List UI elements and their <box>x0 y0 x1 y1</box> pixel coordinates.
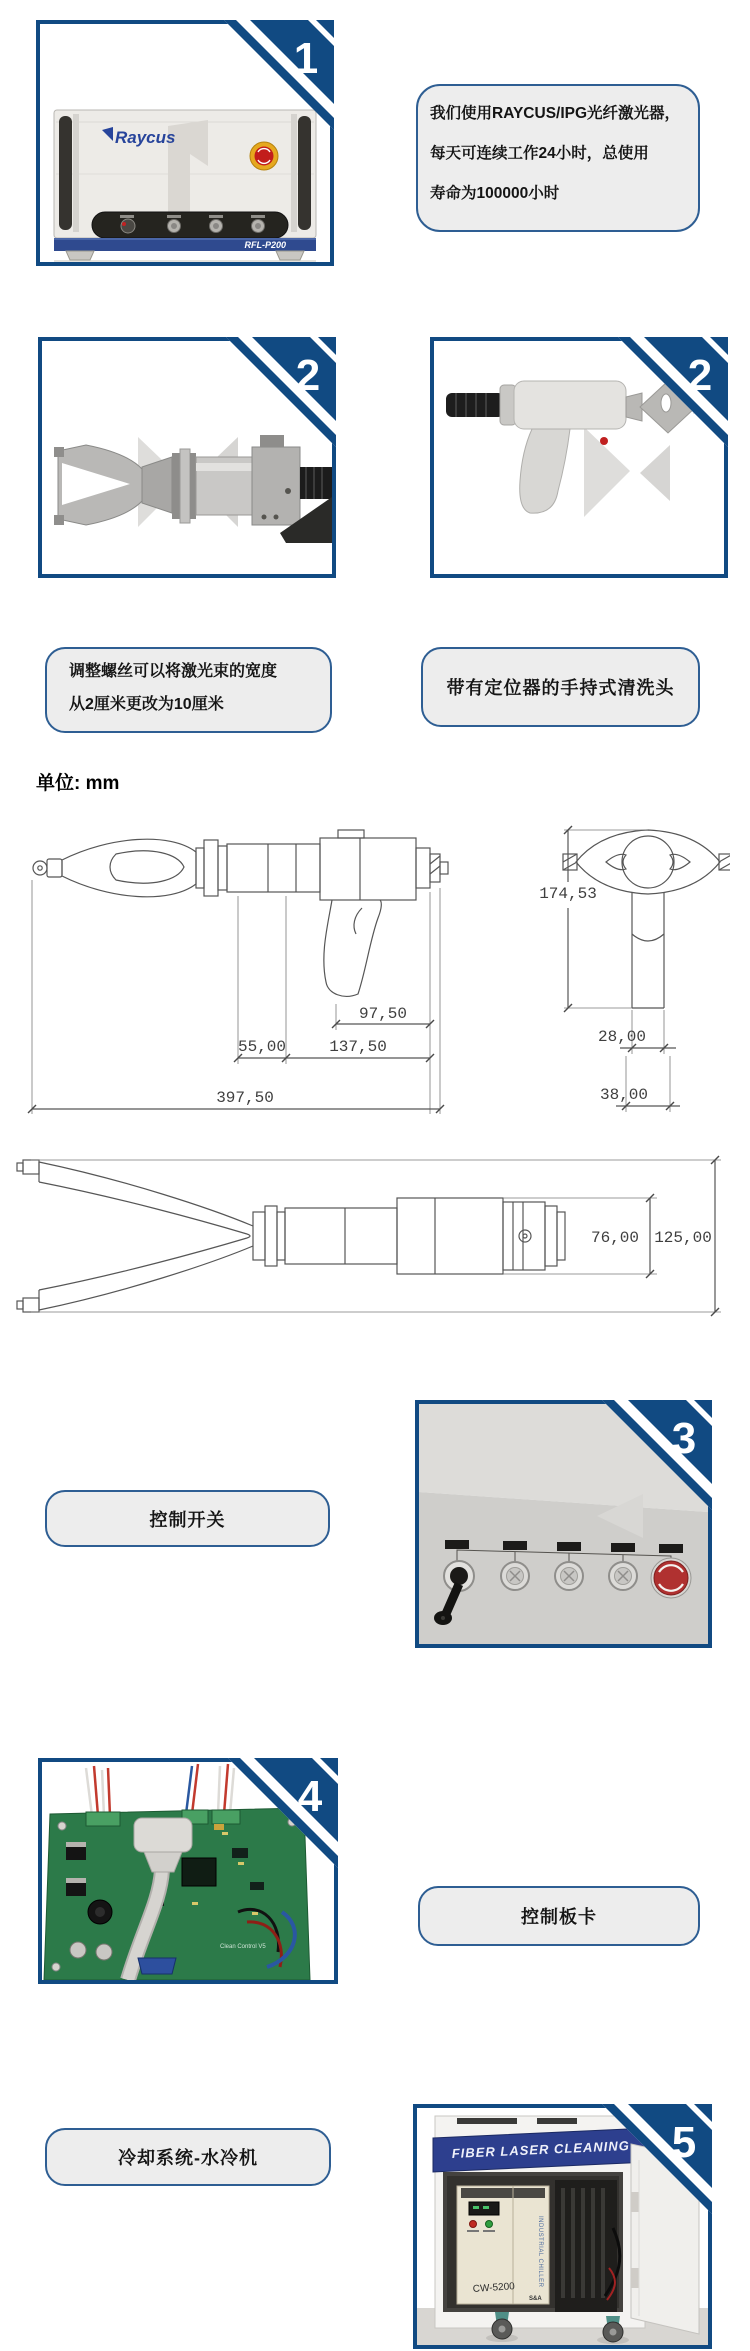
note-line: 调整螺丝可以将激光束的宽度 <box>69 663 278 680</box>
dim-mid-section: 137,50 <box>329 1038 387 1056</box>
note-line: 我们使用RAYCUS/IPG光纤激光器， <box>430 105 681 122</box>
note-laser-source <box>416 84 700 232</box>
unit-label: 单位: mm <box>36 773 120 794</box>
note-text: 控制板卡 <box>521 1907 597 1927</box>
raycus-logo-text: Raycus <box>115 128 176 147</box>
note-handheld-head <box>421 647 700 727</box>
step-badge-2-right <box>618 337 728 447</box>
banner-text: FIBER LASER CLEANING <box>451 2137 631 2162</box>
cad-top-view <box>15 1150 735 1335</box>
dim-neck-width: 28,00 <box>597 1028 647 1046</box>
badge-number: 2 <box>295 351 321 400</box>
step-badge-3 <box>602 1400 712 1510</box>
badge-number: 4 <box>297 1772 323 1821</box>
note-control-board <box>418 1886 700 1946</box>
dim-overall-width: 125,00 <box>654 1229 712 1247</box>
estop-button <box>250 142 278 170</box>
note-text: 冷却系统-水冷机 <box>118 2148 258 2168</box>
dim-overall-length: 397,50 <box>216 1089 274 1107</box>
badge-number: 1 <box>293 34 319 83</box>
alarm-indicator <box>470 2221 477 2228</box>
left-handle <box>59 116 72 230</box>
cable-hose <box>446 393 504 417</box>
chiller-model: CW-5200 <box>472 2281 516 2295</box>
badge-number: 3 <box>671 1414 697 1463</box>
note-line: 寿命为100000小时 <box>430 185 560 202</box>
photo-frame-control-switches <box>415 1400 712 1648</box>
connector-strip <box>92 212 288 238</box>
photo-frame-handheld-gun <box>430 337 728 578</box>
cad-side-view <box>20 822 730 1122</box>
push-button <box>501 1562 529 1590</box>
normal-indicator <box>486 2221 493 2228</box>
note-text: 带有定位器的手持式清洗头 <box>446 678 675 698</box>
receiver-body <box>252 435 300 525</box>
trigger-button <box>600 437 608 445</box>
left-foot <box>66 251 94 260</box>
note-beam-width <box>45 647 332 733</box>
dim-tube-width: 38,00 <box>599 1086 649 1104</box>
step-badge-2-left <box>226 337 336 447</box>
right-handle <box>298 116 311 230</box>
photo-frame-cooling-system <box>413 2104 712 2349</box>
note-line: 每天可连续工作24小时，总使用 <box>430 145 649 162</box>
step-badge-4 <box>228 1758 338 1868</box>
right-foot <box>276 251 304 260</box>
note-control-switch <box>45 1490 330 1547</box>
dim-grip-to-end: 97,50 <box>358 1005 408 1023</box>
note-cooling-system <box>45 2128 331 2186</box>
water-chiller <box>457 2186 549 2304</box>
note-line: 从2厘米更改为10厘米 <box>69 696 224 713</box>
chiller-side-text: INDUSTRIAL CHILLER <box>537 2216 543 2288</box>
badge-number: 5 <box>671 2118 697 2167</box>
estop-button <box>651 1558 691 1598</box>
push-button <box>609 1562 637 1590</box>
dim-front-section: 55,00 <box>237 1038 287 1056</box>
photo-frame-laser-source <box>36 20 334 266</box>
model-label: RFL-P200 <box>244 240 286 250</box>
silkscreen-text: Clean Control V5 <box>220 1944 266 1950</box>
badge-number: 2 <box>687 351 713 400</box>
dim-body-diameter: 76,00 <box>590 1229 640 1247</box>
chiller-logo: S&A <box>529 2296 542 2302</box>
note-text: 控制开关 <box>149 1509 226 1530</box>
db9-connector <box>138 1958 176 1974</box>
step-badge-5 <box>602 2104 712 2214</box>
photo-frame-cleaning-head <box>38 337 336 578</box>
step-badge-1 <box>224 20 334 130</box>
dim-head-height: 174,53 <box>539 885 597 903</box>
push-button <box>555 1562 583 1590</box>
photo-frame-control-board <box>38 1758 338 1984</box>
